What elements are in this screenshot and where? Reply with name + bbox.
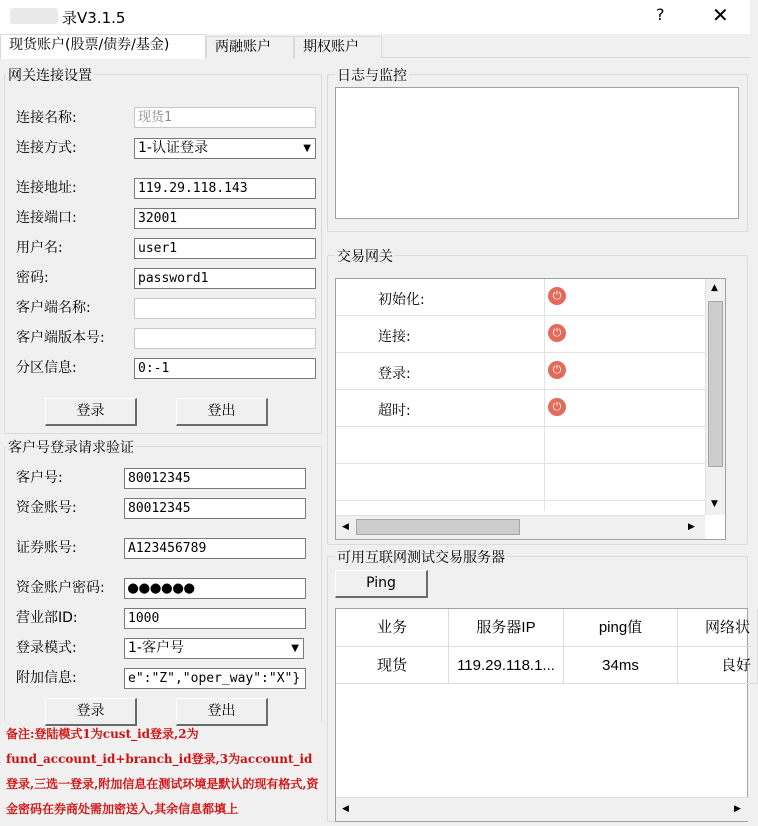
ping-button[interactable]: Ping [335,570,428,598]
server-table [335,608,752,822]
scroll-right-icon[interactable]: ▶ [734,804,741,814]
close-icon[interactable]: ✕ [712,3,729,27]
branch-id-label: 营业部ID: [16,610,78,626]
column-header-server-ip[interactable]: 服务器IP [449,609,564,647]
partition-info-field[interactable]: 0:-1 [134,358,316,379]
log-output-area[interactable] [335,87,739,219]
column-header-business[interactable]: 业务 [336,609,449,647]
gateway-status-label: 初始化: [378,292,425,308]
username-field[interactable]: user1 [134,238,316,259]
cell-business: 现货 [336,647,449,684]
tab-margin-account[interactable] [206,36,294,58]
branch-id-field[interactable]: 1000 [124,608,306,629]
gateway-logout-button[interactable]: 登出 [176,398,268,426]
connection-method-select[interactable] [134,138,316,159]
gateway-status-label: 连接: [378,329,411,345]
login-note: 备注:登陆模式1为cust_id登录,2为fund_account_id+branch_id登录,3为account_id登录,三选一登录,附加信息在测试环境是默认的现有格式,资金密码在券商处需加密送入,其余信息都填上 [6,727,319,816]
customer-id-field[interactable]: 80012345 [124,468,306,489]
tab-options-account[interactable] [294,36,382,58]
gateway-status-row [336,279,706,316]
gateway-empty-row [336,427,706,464]
trade-gateway-status-list [335,278,726,540]
column-header-network-status[interactable]: 网络状 [678,609,758,647]
gateway-status-row [336,316,706,353]
gateway-status-row [336,353,706,390]
connection-address-field[interactable]: 119.29.118.143 [134,178,316,199]
fund-password-field[interactable]: ●●●●●● [124,578,306,599]
chevron-down-icon: ▼ [291,643,299,654]
connection-name-label: 连接名称: [16,110,77,126]
fund-account-label: 资金账号: [16,500,77,516]
tab-label: 期权账户 [303,39,359,55]
cell-network-status: 良好 [678,647,758,684]
tab-label: 两融账户 [215,39,271,55]
customer-id-label: 客户号: [16,470,63,486]
client-version-field[interactable] [134,328,316,349]
chevron-down-icon: ▼ [303,143,311,154]
scroll-thumb[interactable] [708,301,723,467]
password-field[interactable]: password1 [134,268,316,289]
gateway-status-row [336,390,706,427]
securities-account-label: 证券账号: [16,540,77,556]
connection-method-value: 1-认证登录 [138,140,208,156]
gateway-status-label: 登录: [378,366,411,382]
scroll-up-icon[interactable]: ▲ [711,283,718,293]
gateway-empty-row [336,464,706,501]
customer-logout-button[interactable]: 登出 [176,698,268,726]
scroll-left-icon[interactable]: ◀ [342,522,349,532]
gateway-status-label: 超时: [378,403,411,419]
trade-gateway-title: 交易网关 [335,246,395,266]
password-label: 密码: [16,270,49,286]
partition-info-label: 分区信息: [16,360,77,376]
tab-label: 现货账户(股票/债券/基金) [9,37,170,53]
power-icon: ⏻ [548,361,566,379]
cell-ping: 34ms [564,647,678,684]
login-mode-value: 1-客户号 [128,640,184,656]
cell-server-ip: 119.29.118.1... [449,647,564,684]
scroll-down-icon[interactable]: ▼ [711,499,718,509]
scroll-thumb[interactable] [356,519,520,535]
scroll-left-icon[interactable]: ◀ [342,804,349,814]
table-header [336,609,751,647]
client-version-label: 客户端版本号: [16,330,105,346]
login-mode-select[interactable] [124,638,304,659]
customer-login-button[interactable]: 登录 [45,698,137,726]
tab-spot-account[interactable] [0,34,206,59]
log-monitor-title: 日志与监控 [335,65,409,85]
title-bar [0,0,750,34]
fund-account-field[interactable]: 80012345 [124,498,306,519]
fund-password-label: 资金账户密码: [16,580,105,596]
vertical-scrollbar[interactable] [705,279,725,515]
gateway-settings-title: 网关连接设置 [6,65,94,85]
username-label: 用户名: [16,240,63,256]
connection-name-field[interactable]: 现货1 [134,107,316,128]
power-icon: ⏻ [548,287,566,305]
window-title: 录V3.1.5 [62,9,126,27]
login-mode-label: 登录模式: [16,640,77,656]
account-tabs [0,34,750,58]
extra-info-label: 附加信息: [16,670,77,686]
connection-address-label: 连接地址: [16,180,77,196]
horizontal-scrollbar[interactable] [336,797,749,821]
securities-account-field[interactable]: A123456789 [124,538,306,559]
customer-login-title: 客户号登录请求验证 [6,437,136,457]
connection-port-label: 连接端口: [16,210,77,226]
client-name-label: 客户端名称: [16,300,91,316]
internet-test-title: 可用互联网测试交易服务器 [335,547,507,567]
connection-method-label: 连接方式: [16,140,77,156]
help-icon[interactable]: ? [656,5,665,24]
power-icon: ⏻ [548,324,566,342]
horizontal-scrollbar[interactable] [336,515,705,539]
connection-port-field[interactable]: 32001 [134,208,316,229]
client-name-field[interactable] [134,298,316,319]
gateway-login-button[interactable]: 登录 [45,398,137,426]
app-icon [10,8,58,24]
extra-info-field[interactable]: e":"Z","oper_way":"X"} [124,668,306,689]
column-header-ping[interactable]: ping值 [564,609,678,647]
scroll-right-icon[interactable]: ▶ [688,522,695,532]
power-icon: ⏻ [548,398,566,416]
